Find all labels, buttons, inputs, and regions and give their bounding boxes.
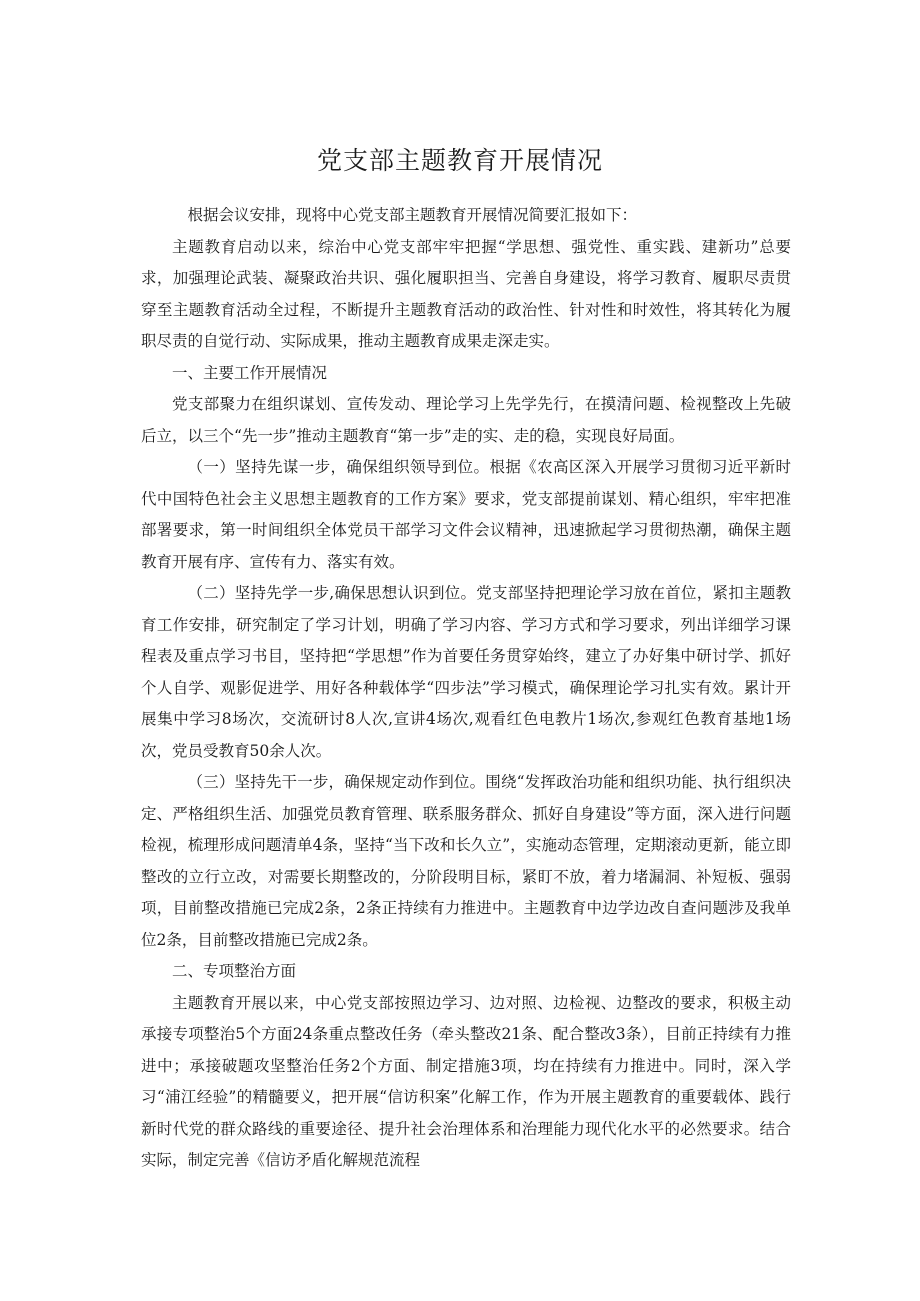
- subsection-1-paragraph: （一）坚持先谋一步，确保组织领导到位。根据《农高区深入开展学习贯彻习近平新时代中国特色社会主义思想主题教育的工作方案》要求，党支部提前谋划、精心组织，牢牢把准部署要求，第一时间组织全体党员干部学习文件会议精神，迅速掀起学习贯彻热潮，确保主题教育开展有序、宣传有力、落实有效。: [141, 458, 791, 571]
- document-body: [141, 200, 791, 1177]
- section-1-summary: 党支部聚力在组织谋划、宣传发动、理论学习上先学先行，在摸清问题、检视整改上先破后立，以三个“先一步”推动主题教育“第一步”走的实、走的稳，实现良好局面。: [141, 395, 791, 445]
- subsection-3-paragraph: （三）坚持先干一步，确保规定动作到位。围绕“发挥政治功能和组织功能、执行组织决定、严格组织生活、加强党员教育管理、联系服务群众、抓好自身建设”等方面，深入进行问题检视，梳理形成问题清单4条，坚持“当下改和长久立”，实施动态管理，定期滚动更新，能立即整改的立行立改，对需要长期整改的，分阶段明目标，紧盯不放，着力堵漏洞、补短板、强弱项，目前整改措施已完成2条，2条正持续有力推进中。主题教育中边学边改自查问题涉及我单位2条，目前整改措施已完成2条。: [141, 773, 791, 949]
- intro-paragraph: 根据会议安排，现将中心党支部主题教育开展情况简要汇报如下：: [187, 206, 638, 224]
- section-heading-1: 一、主要工作开展情况: [172, 363, 328, 382]
- document-title: 党支部主题教育开展情况: [316, 146, 603, 175]
- section-2-paragraph: 主题教育开展以来，中心党支部按照边学习、边对照、边检视、边整改的要求，积极主动承接专项整治5个方面24条重点整改任务（牵头整改21条、配合整改3条），目前正持续有力推进中；承接破题攻坚整治任务2个方面、制定措施3项，均在持续有力推进中。同时，深入学习“浦江经验”的精髓要义，把开展“信访积案”化解工作，作为开展主题教育的重要载体、践行新时代党的群众路线的重要途径、提升社会治理体系和治理能力现代化水平的必然要求。结合实际，制定完善《信访矛盾化解规范流程: [141, 993, 791, 1169]
- overview-paragraph: 主题教育启动以来，综治中心党支部牢牢把握“学思想、强党性、重实践、建新功”总要求，加强理论武装、凝聚政治共识、强化履职担当、完善自身建设，将学习教育、履职尽责贯穿至主题教育活动全过程，不断提升主题教育活动的政治性、针对性和时效性，将其转化为履职尽责的自觉行动、实际成果，推动主题教育成果走深走实。: [141, 237, 791, 350]
- section-heading-2: 二、专项整治方面: [172, 962, 297, 980]
- subsection-2-paragraph: （二）坚持先学一步,确保思想认识到位。党支部坚持把理论学习放在首位，紧扣主题教育工作安排，研究制定了学习计划，明确了学习内容、学习方式和学习要求，列出详细学习课程表及重点学习书目，坚持把“学思想”作为首要任务贯穿始终，建立了办好集中研讨学、抓好个人自学、观影促进学、用好各种载体学“四步法”学习模式，确保理论学习扎实有效。累计开展集中学习8场次，交流研讨8人次,宣讲4场次,观看红色电教片1场次,参观红色教育基地1场次，党员受教育50余人次。: [141, 584, 791, 760]
